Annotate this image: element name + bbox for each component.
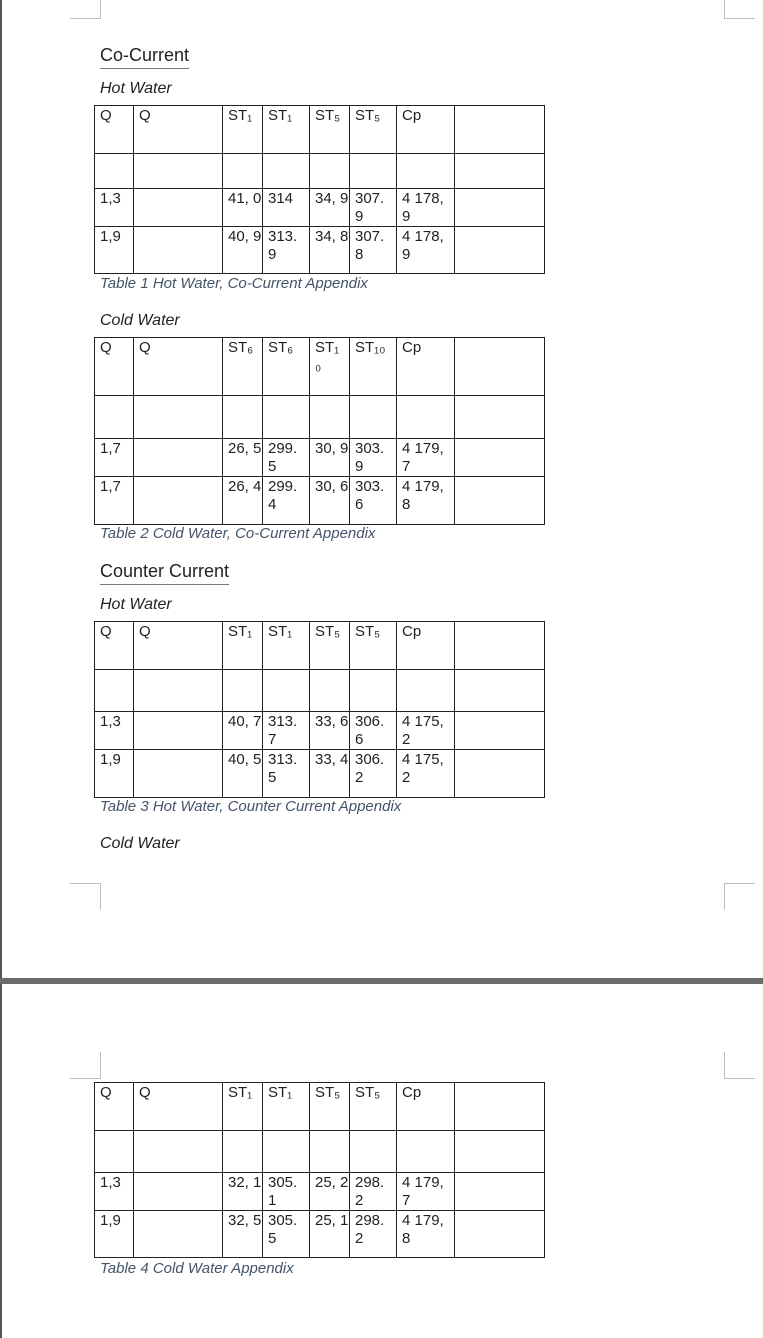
section-heading-co-current: Co-Current (100, 45, 189, 69)
header-cell: ST₆ (223, 338, 263, 396)
empty-cell (455, 1131, 545, 1173)
table-units-row (95, 670, 545, 712)
header-cell: Q (134, 338, 223, 396)
cell (134, 189, 223, 227)
empty-cell (455, 396, 545, 439)
cell (455, 750, 545, 798)
document-page-2 (0, 984, 763, 1338)
header-cell: Q (134, 106, 223, 154)
cell: 298. 2 (350, 1173, 397, 1211)
table-4-caption: Table 4 Cold Water Appendix (100, 1260, 294, 1277)
table-row (95, 712, 545, 750)
table-2-cold-water-co-current (94, 337, 545, 525)
cell: 30, 9 (310, 439, 350, 477)
cell: 25, 1 (310, 1211, 350, 1258)
cell (455, 227, 545, 274)
empty-cell (223, 396, 263, 439)
empty-cell (263, 1131, 310, 1173)
cell: 40, 5 (223, 750, 263, 798)
header-cell: ST₆ (263, 338, 310, 396)
cell: 4 175,2 (397, 750, 455, 798)
section-heading-counter-current: Counter Current (100, 561, 229, 585)
cell: 306. 6 (350, 712, 397, 750)
empty-cell (350, 670, 397, 712)
header-cell (455, 106, 545, 154)
table-2-subheading: Cold Water (100, 312, 180, 329)
empty-cell (455, 154, 545, 189)
header-cell: ST₅ (310, 622, 350, 670)
cell: 299. 4 (263, 477, 310, 525)
cell: 305. 1 (263, 1173, 310, 1211)
table-header-row (95, 338, 545, 396)
empty-cell (223, 670, 263, 712)
table-3-caption: Table 3 Hot Water, Counter Current Appendix (100, 798, 402, 815)
table-row (95, 1211, 545, 1258)
header-cell: Cp (397, 338, 455, 396)
empty-cell (350, 154, 397, 189)
empty-cell (397, 1131, 455, 1173)
cell: 299. 5 (263, 439, 310, 477)
empty-cell (223, 1131, 263, 1173)
empty-cell (263, 396, 310, 439)
empty-cell (397, 396, 455, 439)
table-units-row (95, 154, 545, 189)
cell: 34, 9 (310, 189, 350, 227)
cell: 4 178,9 (397, 189, 455, 227)
cell: 307. 9 (350, 189, 397, 227)
table-header-row (95, 1083, 545, 1131)
cell: 1,9 (95, 227, 134, 274)
table-4-cold-water (94, 1082, 545, 1258)
cell (134, 439, 223, 477)
cell: 313. 5 (263, 750, 310, 798)
header-cell: Q (95, 622, 134, 670)
cell: 303. 6 (350, 477, 397, 525)
header-cell: Cp (397, 622, 455, 670)
empty-cell (134, 1131, 223, 1173)
empty-cell (223, 154, 263, 189)
empty-cell (310, 396, 350, 439)
cell: 313. 9 (263, 227, 310, 274)
cell (134, 477, 223, 525)
cell: 313. 7 (263, 712, 310, 750)
empty-cell (455, 670, 545, 712)
cell: 303. 9 (350, 439, 397, 477)
empty-cell (397, 154, 455, 189)
cell (455, 1173, 545, 1211)
header-cell: ST₁₀ (350, 338, 397, 396)
empty-cell (397, 670, 455, 712)
header-cell: ST₁ (263, 1083, 310, 1131)
cell: 1,7 (95, 439, 134, 477)
header-cell: Q (95, 1083, 134, 1131)
header-cell: ST₅ (350, 106, 397, 154)
cell: 30, 6 (310, 477, 350, 525)
header-cell: Q (134, 1083, 223, 1131)
cell: 1,9 (95, 750, 134, 798)
empty-cell (263, 154, 310, 189)
crop-mark (70, 1052, 101, 1079)
header-cell: Cp (397, 106, 455, 154)
table-4-subheading: Cold Water (100, 835, 180, 852)
crop-mark (724, 0, 755, 19)
cell: 314 (263, 189, 310, 227)
crop-mark (70, 0, 101, 19)
table-row (95, 439, 545, 477)
header-cell (455, 1083, 545, 1131)
empty-cell (310, 1131, 350, 1173)
cell: 4 179,8 (397, 1211, 455, 1258)
table-3-subheading: Hot Water (100, 596, 172, 613)
cell (134, 1211, 223, 1258)
empty-cell (95, 154, 134, 189)
header-cell: ST₁ (223, 1083, 263, 1131)
empty-cell (310, 670, 350, 712)
crop-mark (724, 883, 755, 910)
cell: 4 175,2 (397, 712, 455, 750)
cell: 40, 9 (223, 227, 263, 274)
empty-cell (95, 670, 134, 712)
cell: 26, 5 (223, 439, 263, 477)
cell: 1,3 (95, 189, 134, 227)
table-row (95, 189, 545, 227)
cell: 4 179,7 (397, 439, 455, 477)
header-cell: ST₅ (350, 622, 397, 670)
header-cell (455, 338, 545, 396)
table-1-caption: Table 1 Hot Water, Co-Current Appendix (100, 275, 368, 292)
cell: 4 178,9 (397, 227, 455, 274)
empty-cell (350, 396, 397, 439)
cell: 41, 0 (223, 189, 263, 227)
header-cell: Q (95, 338, 134, 396)
cell (455, 477, 545, 525)
cell: 298. 2 (350, 1211, 397, 1258)
empty-cell (95, 1131, 134, 1173)
empty-cell (134, 154, 223, 189)
cell: 1,9 (95, 1211, 134, 1258)
cell (455, 189, 545, 227)
table-header-row (95, 106, 545, 154)
crop-mark (724, 1052, 755, 1079)
header-cell: ST₁ ₀ (310, 338, 350, 396)
cell: 1,7 (95, 477, 134, 525)
cell: 25, 2 (310, 1173, 350, 1211)
cell (134, 227, 223, 274)
cell: 305. 5 (263, 1211, 310, 1258)
cell: 307. 8 (350, 227, 397, 274)
table-header-row (95, 622, 545, 670)
cell (455, 712, 545, 750)
cell: 4 179,7 (397, 1173, 455, 1211)
table-row (95, 227, 545, 274)
table-row (95, 1173, 545, 1211)
table-row (95, 750, 545, 798)
cell (455, 439, 545, 477)
cell: 1,3 (95, 712, 134, 750)
header-cell: ST₅ (350, 1083, 397, 1131)
cell: 33, 4 (310, 750, 350, 798)
cell (134, 750, 223, 798)
header-cell: ST₁ (263, 622, 310, 670)
table-1-subheading: Hot Water (100, 80, 172, 97)
header-cell: ST₁ (263, 106, 310, 154)
cell: 33, 6 (310, 712, 350, 750)
cell: 1,3 (95, 1173, 134, 1211)
header-cell: ST₁ (223, 622, 263, 670)
cell (134, 712, 223, 750)
table-units-row (95, 396, 545, 439)
cell (134, 1173, 223, 1211)
header-cell: Q (134, 622, 223, 670)
header-cell: Cp (397, 1083, 455, 1131)
empty-cell (310, 154, 350, 189)
header-cell: ST₅ (310, 1083, 350, 1131)
empty-cell (134, 396, 223, 439)
cell: 26, 4 (223, 477, 263, 525)
cell: 4 179,8 (397, 477, 455, 525)
cell: 32, 1 (223, 1173, 263, 1211)
header-cell: Q (95, 106, 134, 154)
cell: 32, 5 (223, 1211, 263, 1258)
empty-cell (263, 670, 310, 712)
table-units-row (95, 1131, 545, 1173)
table-1-hot-water-co-current (94, 105, 545, 274)
header-cell: ST₁ (223, 106, 263, 154)
empty-cell (134, 670, 223, 712)
cell (455, 1211, 545, 1258)
header-cell: ST₅ (310, 106, 350, 154)
cell: 40, 7 (223, 712, 263, 750)
table-3-hot-water-counter-current (94, 621, 545, 798)
crop-mark (70, 883, 101, 910)
header-cell (455, 622, 545, 670)
cell: 34, 8 (310, 227, 350, 274)
table-2-caption: Table 2 Cold Water, Co-Current Appendix (100, 525, 376, 542)
empty-cell (350, 1131, 397, 1173)
cell: 306. 2 (350, 750, 397, 798)
empty-cell (95, 396, 134, 439)
table-row (95, 477, 545, 525)
